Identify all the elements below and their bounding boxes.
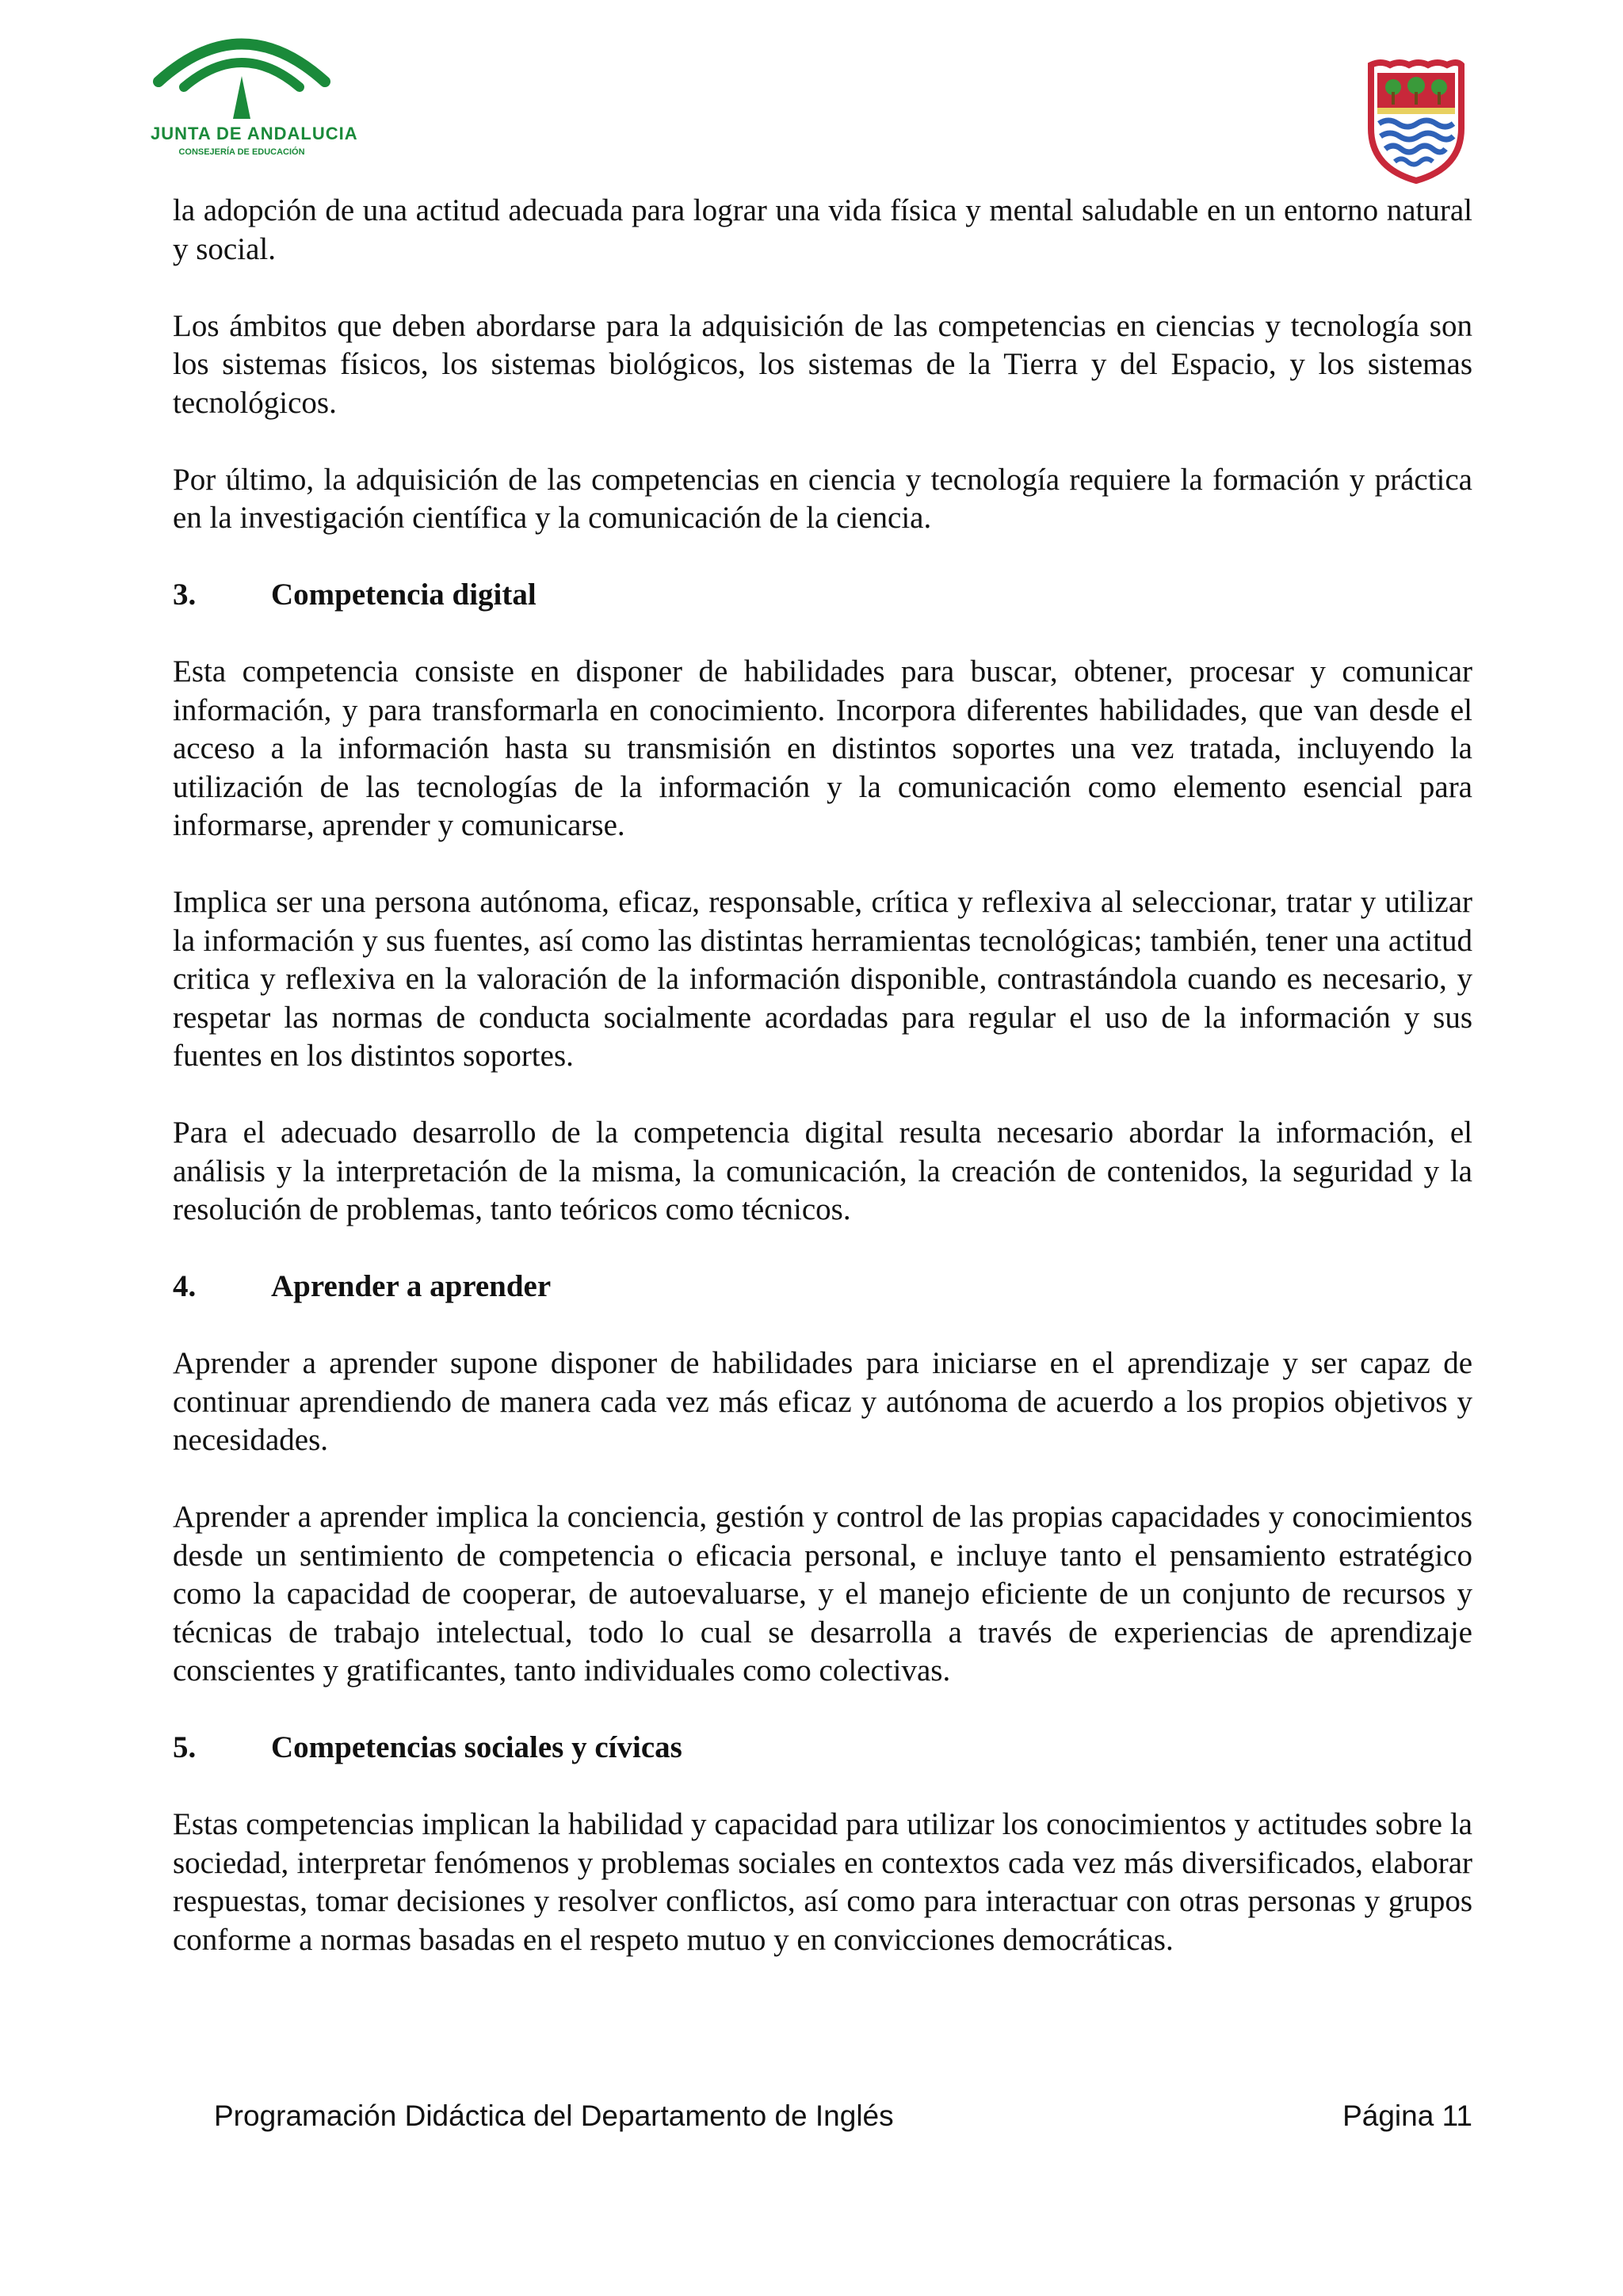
paragraph: Esta competencia consiste en disponer de habilidades para buscar, obtener, procesar y comunicar información, y para transformarla en conocimiento. Incorpora diferentes habilidades, que van desde el acceso a la información hasta su transmisión en distintos soportes una vez tratada, incluyendo la utilización de las tecnologías de la información y la comunicación como elemento esencial para informarse, aprender y comunicarse. <box>173 654 1472 842</box>
junta-andalucia-logo <box>151 22 358 165</box>
section-heading-5 <box>173 1729 1472 1768</box>
section-heading-4 <box>173 1268 1472 1306</box>
paragraph: la adopción de una actitud adecuada para lograr una vida física y mental saludable en un entorno natural y social. <box>173 193 1472 266</box>
junta-arch-icon <box>151 22 333 125</box>
paragraph: Implica ser una persona autónoma, eficaz, responsable, crítica y reflexiva al seleccionar, tratar y utilizar la información y sus fuentes, así como las distintas herramientas tecnológicas; también, tener una actitud critica y reflexiva en la valoración de la información disponible, contrastándola cuando es necesario, y respetar las normas de conducta socialmente acordadas para regular el uso de la información y sus fuentes en los distintos soportes. <box>173 885 1472 1073</box>
school-crest-icon <box>1365 57 1468 184</box>
paragraph: Los ámbitos que deben abordarse para la adquisición de las competencias en ciencias y tecnología son los sistemas físicos, los sistemas biológicos, los sistemas de la Tierra y del Espacio, y los sistemas tecnológicos. <box>173 308 1472 420</box>
section-title: Competencias sociales y cívicas <box>271 1730 682 1764</box>
logo-subline: CONSEJERÍA DE EDUCACIÓN <box>178 147 305 157</box>
paragraph: Para el adecuado desarrollo de la competencia digital resulta necesario abordar la información, el análisis y la interpretación de la misma, la comunicación, la creación de contenidos, la seguridad y la resolución de problemas, tanto teóricos como técnicos. <box>173 1116 1472 1226</box>
paragraph: Aprender a aprender supone disponer de habilidades para iniciarse en el aprendizaje y ser capaz de continuar aprendiendo de manera cada vez más eficaz y autónoma de acuerdo a los propios objetivos y necesidades. <box>173 1346 1472 1457</box>
section-number: 3. <box>173 578 197 612</box>
paragraph: Aprender a aprender implica la conciencia, gestión y control de las propias capacidades y conocimientos desde un sentimiento de competencia o eficacia personal, e incluye tanto el pensamiento estratégico como la capacidad de cooperar, de autoevaluarse, y el manejo eficiente de un conjunto de recursos y técnicas de trabajo intelectual, todo lo cual se desarrolla a través de experiencias de aprendizaje conscientes y gratificantes, tanto individuales como colectivas. <box>173 1500 1472 1688</box>
section-heading-3 <box>173 576 1472 615</box>
page-footer <box>214 2100 1472 2133</box>
logo-wordmark: JUNTA DE ANDALUCIA <box>151 124 358 143</box>
section-number: 5. <box>173 1730 197 1764</box>
section-title: Competencia digital <box>271 578 537 612</box>
section-number: 4. <box>173 1269 197 1303</box>
document-body <box>173 192 1472 1998</box>
paragraph: Estas competencias implican la habilidad y capacidad para utilizar los conocimientos y actitudes sobre la sociedad, interpretar fenómenos y problemas sociales en contextos cada vez más diversificados, elaborar respuestas, tomar decisiones y resolver conflictos, así como para interactuar con otras personas y grupos conforme a normas basadas en el respeto mutuo y en convicciones democráticas. <box>173 1807 1472 1957</box>
section-title: Aprender a aprender <box>271 1269 552 1303</box>
paragraph: Por último, la adquisición de las competencias en ciencia y tecnología requiere la formación y práctica en la investigación científica y la comunicación de la ciencia. <box>173 462 1472 535</box>
page-number: Página 11 <box>1342 2100 1472 2132</box>
footer-title: Programación Didáctica del Departamento de Inglés <box>214 2100 894 2132</box>
